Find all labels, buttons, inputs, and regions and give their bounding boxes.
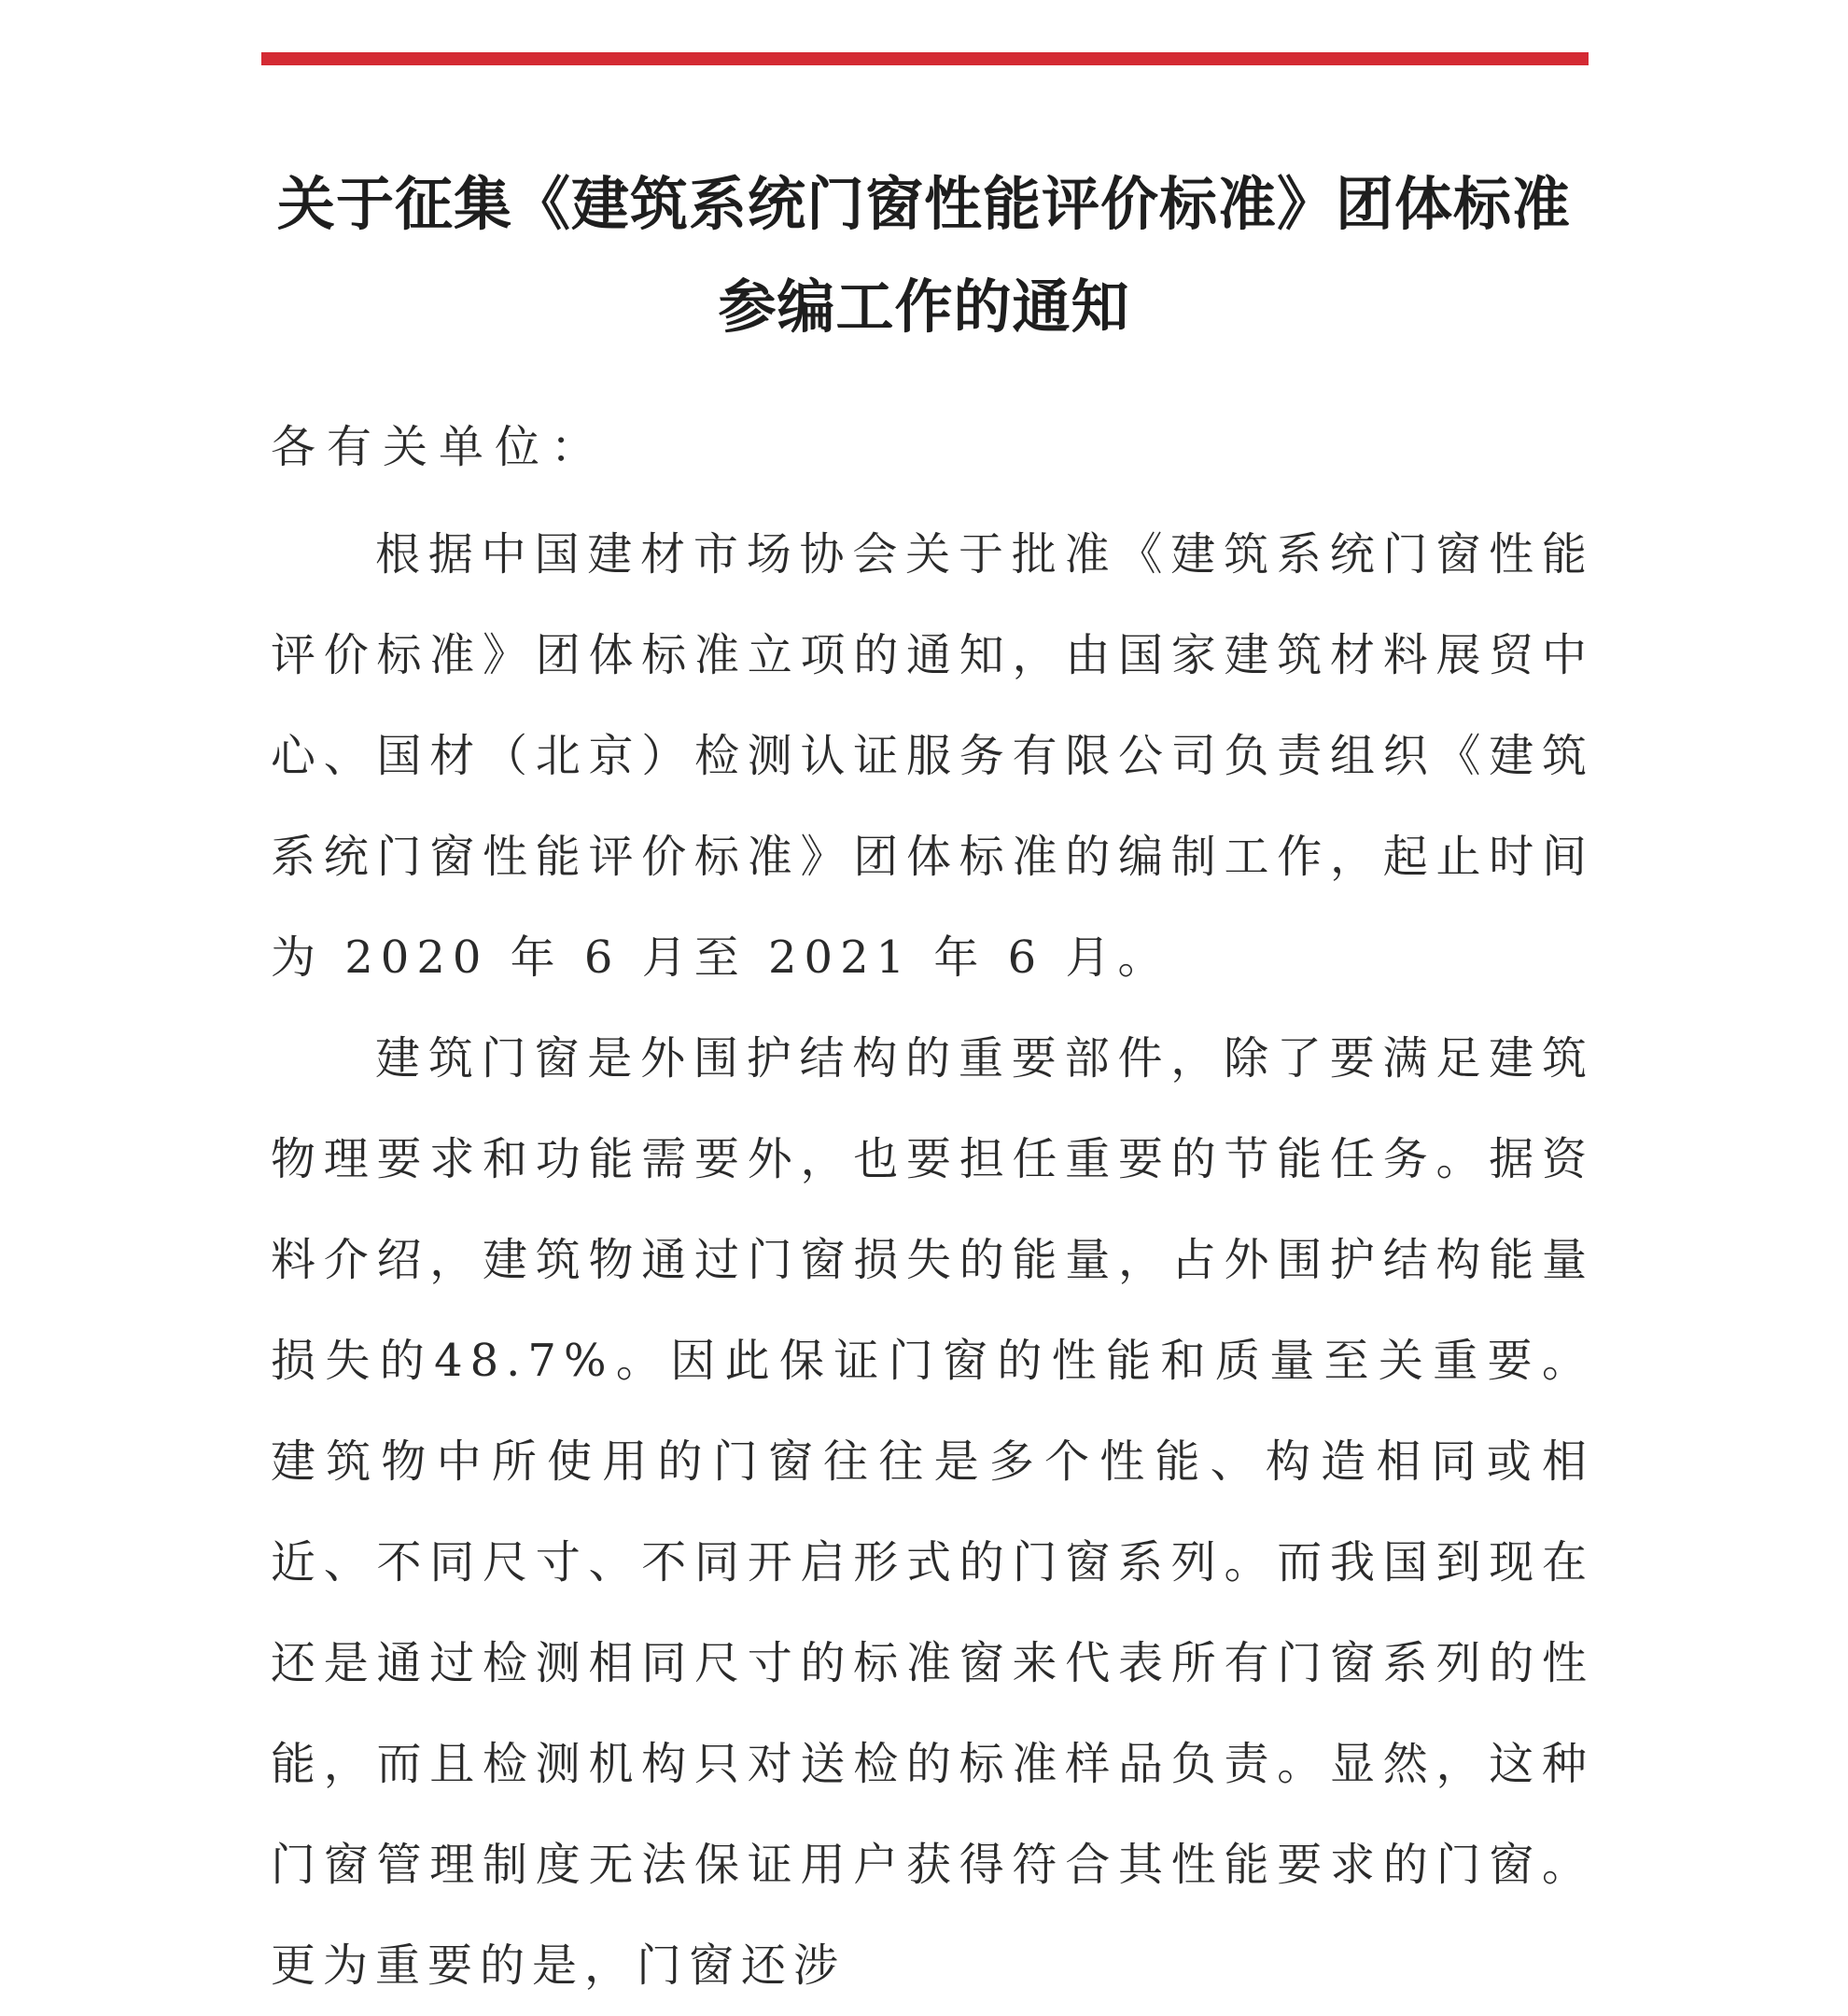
header-red-rule [261, 52, 1589, 65]
notice-title-line-2: 参编工作的通知 [718, 273, 1130, 341]
notice-title-line-1: 关于征集《建筑系统门窗性能评价标准》团体标准 [276, 170, 1571, 238]
body-paragraph-1: 根据中国建材市场协会关于批准《建筑系统门窗性能评价标准》团体标准立项的通知，由国家建筑材料展贸中心、国材（北京）检测认证服务有限公司负责组织《建筑系统门窗性能评价标准》团体标准的编制工作，起止时间为 2020 年 6 月至 2021 年 6 月。 [271, 528, 1594, 984]
salutation: 各有关单位： [271, 421, 608, 473]
body-paragraph-2: 建筑门窗是外围护结构的重要部件，除了要满足建筑物理要求和功能需要外，也要担任重要的节能任务。据资料介绍，建筑物通过门窗损失的能量，占外围护结构能量损失的48.7%。因此保证门窗的性能和质量至关重要。建筑物中所使用的门窗往往是多个性能、构造相同或相近、不同尺寸、不同开启形式的门窗系列。而我国到现在还是通过检测相同尺寸的标准窗来代表所有门窗系列的性能，而且检测机构只对送检的标准样品负责。显然，这种门窗管理制度无法保证用户获得符合其性能要求的门窗。更为重要的是，门窗还涉 [271, 1032, 1594, 1992]
